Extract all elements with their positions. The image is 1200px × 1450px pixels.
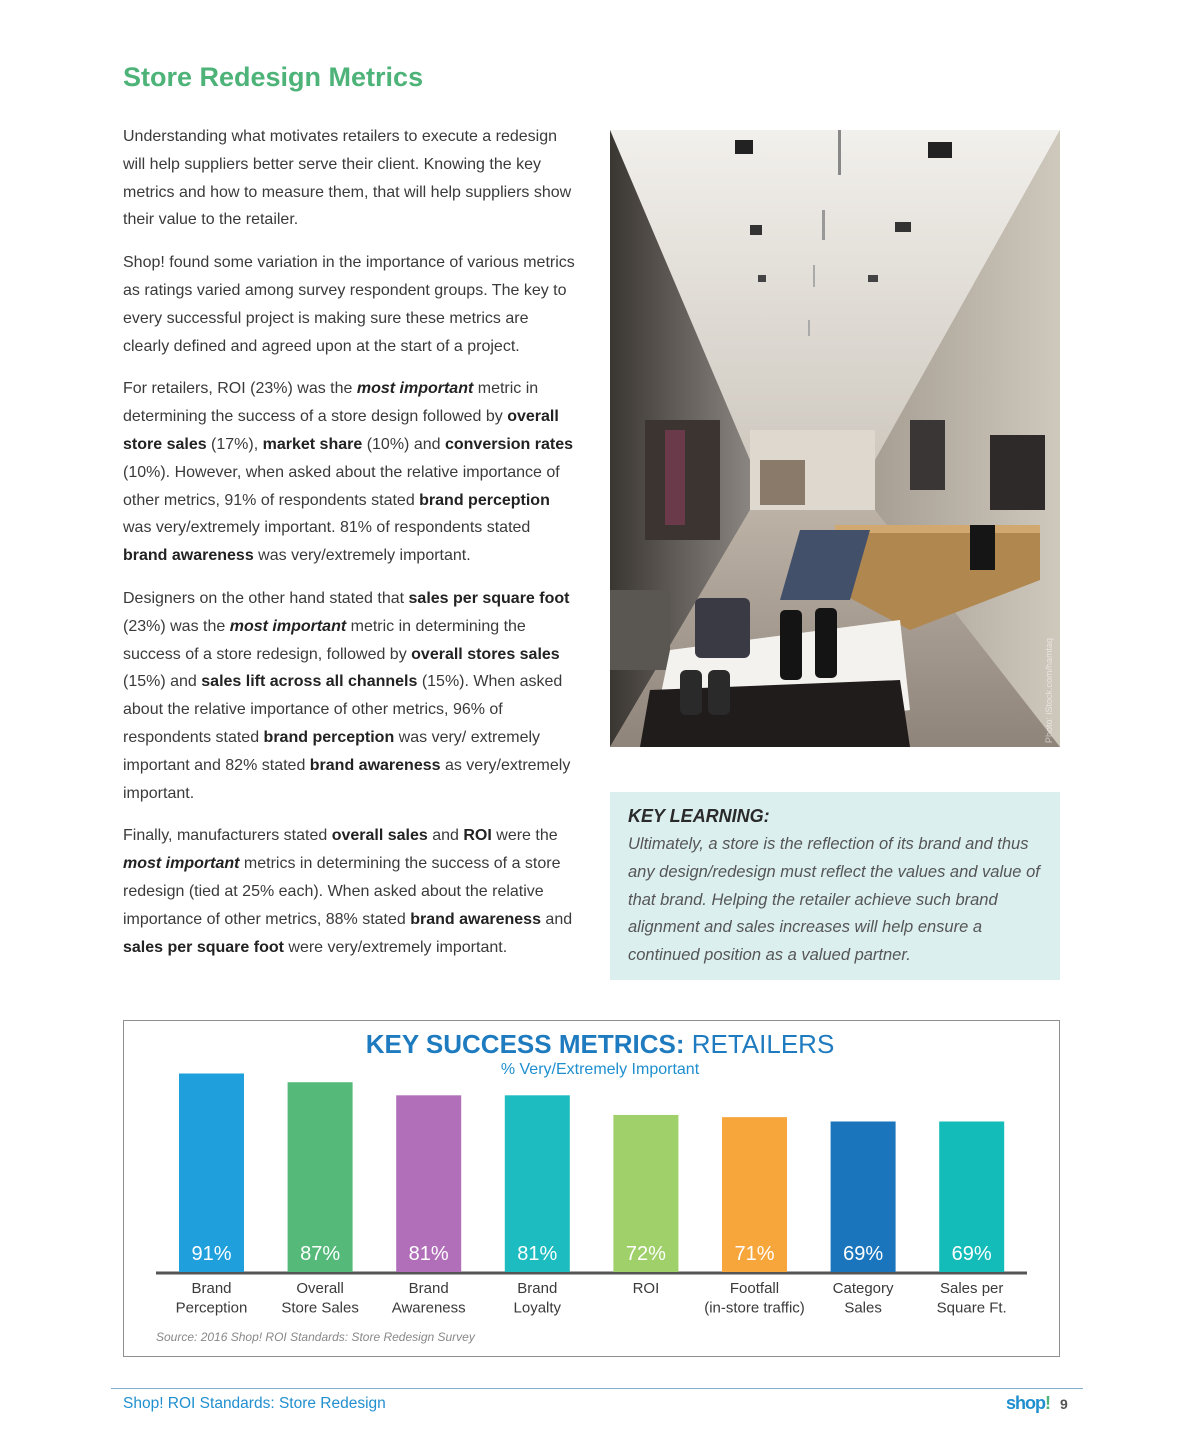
chart-source: Source: 2016 Shop! ROI Standards: Store Redesign Survey [156, 1330, 475, 1344]
key-learning-text: Ultimately, a store is the reflection of its brand and thus any design/redesign must reflect the values and value of that brand. Helping the retailer achieve such brand alignment and sales increases will help ensure a continued position as a valued partner. [628, 835, 1040, 965]
paragraph-manufacturers: Finally, manufacturers stated overall sales and ROI were the most important metrics in determining the success of a store redesign (tied at 25% each). When asked about the relative importance of other metrics, 88% stated brand awareness and sales per square foot were very/extremely important. [123, 827, 573, 956]
category-label: (in-store traffic) [704, 1299, 805, 1317]
bar-value-label: 71% [734, 1243, 775, 1265]
footer-divider [111, 1388, 1083, 1389]
category-label: Brand [191, 1280, 232, 1297]
category-label: Store Sales [281, 1299, 359, 1317]
chart-title-light: RETAILERS [691, 1029, 835, 1059]
paragraph-intro: Understanding what motivates retailers to execute a redesign will help suppliers better serve their client. Knowing the key metrics and how to measure them, that will help suppliers show their value to the retailer. [123, 128, 572, 229]
category-label: Sales [844, 1299, 882, 1317]
category-label: Overall [296, 1280, 344, 1297]
category-label: Category [832, 1280, 894, 1297]
bar-chart [123, 1020, 1060, 1357]
category-label: Brand [517, 1280, 558, 1297]
category-label: Awareness [391, 1299, 466, 1317]
key-learning-heading: KEY LEARNING: [628, 806, 770, 826]
category-label: Loyalty [513, 1299, 562, 1317]
photo-credit: Photo: iStock.com/hamtaq [1044, 637, 1054, 743]
bar-value-label: 72% [625, 1243, 666, 1265]
shop-logo-word: shop [1006, 1393, 1045, 1413]
store-interior-photo [610, 130, 1060, 747]
bar-value-label: 91% [191, 1243, 232, 1265]
bar-value-label: 81% [517, 1243, 558, 1265]
category-label: Perception [175, 1299, 248, 1317]
category-label: Square Ft. [936, 1299, 1007, 1317]
shop-logo [1006, 1393, 1050, 1414]
bar-value-label: 81% [408, 1243, 449, 1265]
page-title: Store Redesign Metrics [123, 62, 424, 92]
shop-logo-mark: ! [1045, 1393, 1050, 1413]
chart-subtitle: % Very/Extremely Important [500, 1061, 700, 1078]
paragraph-retailers: For retailers, ROI (23%) was the most important metric in determining the success of a store design followed by overall store sales (17%), market share (10%) and conversion rates (10%). However, when asked about the relative importance of other metrics, 91% of respondents stated brand perception was very/extremely important. 81% of respondents stated brand awareness was very/extremely important. [123, 380, 574, 565]
bar-value-label: 69% [843, 1243, 884, 1265]
bar-value-label: 87% [300, 1243, 341, 1265]
footer-text: Shop! ROI Standards: Store Redesign [123, 1395, 386, 1412]
paragraph-designers: Designers on the other hand stated that sales per square foot (23%) was the most important metric in determining the success of a store redesign, followed by overall stores sales (15%) and sales lift across all channels (15%). When asked about the relative importance of other metrics, 96% of respondents stated brand perception was very/ extremely important and 82% stated brand awareness as very/extremely important. [123, 589, 571, 802]
page-number: 9 [1060, 1396, 1068, 1412]
key-learning-box [610, 792, 1060, 980]
bar-value-label: 69% [951, 1243, 992, 1265]
category-label: Brand [408, 1280, 449, 1297]
body-text [123, 123, 579, 976]
paragraph-variation: Shop! found some variation in the importance of various metrics as ratings varied among survey respondent groups. The key to every successful project is making sure these metrics are clearly defined and agreed upon at the start of a project. [123, 254, 575, 355]
chart-title-strong: KEY SUCCESS METRICS: [365, 1029, 685, 1059]
category-label: Footfall [729, 1280, 780, 1297]
category-label: ROI [632, 1280, 660, 1297]
category-label: Sales per [940, 1280, 1004, 1297]
